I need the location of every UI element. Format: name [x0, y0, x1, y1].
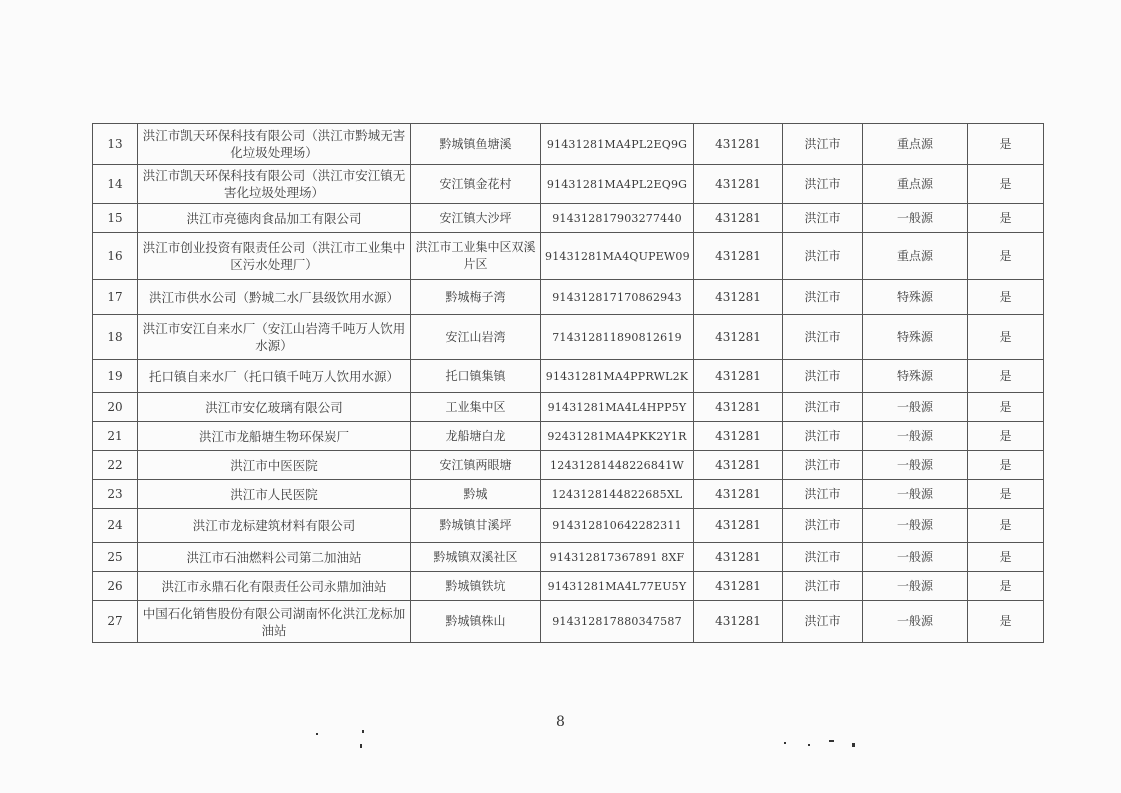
cell-city: 洪江市 [783, 315, 863, 360]
cell-region-code: 431281 [694, 165, 783, 204]
cell-company-name: 中国石化销售股份有限公司湖南怀化洪江龙标加油站 [138, 601, 411, 643]
cell-row-number: 15 [93, 204, 138, 233]
table-row [93, 601, 1044, 643]
cell-location: 安江山岩湾 [411, 315, 541, 360]
table-row [93, 480, 1044, 509]
cell-credit-code: 1243128144822685XL [541, 480, 694, 509]
cell-location: 黔城镇铁坑 [411, 572, 541, 601]
cell-source-category: 一般源 [863, 451, 968, 480]
cell-row-number: 24 [93, 509, 138, 543]
cell-company-name: 洪江市中医医院 [138, 451, 411, 480]
cell-location: 黔城镇株山 [411, 601, 541, 643]
page-number: 8 [556, 714, 565, 730]
cell-location: 黔城镇双溪社区 [411, 543, 541, 572]
cell-flag: 是 [968, 572, 1044, 601]
scan-speck [852, 743, 855, 747]
scan-speck [362, 730, 364, 733]
cell-credit-code: 914312817880347587 [541, 601, 694, 643]
cell-credit-code: 12431281448226841W [541, 451, 694, 480]
table-row [93, 422, 1044, 451]
cell-location: 黔城 [411, 480, 541, 509]
cell-row-number: 22 [93, 451, 138, 480]
cell-location: 安江镇大沙坪 [411, 204, 541, 233]
table-row [93, 315, 1044, 360]
cell-region-code: 431281 [694, 543, 783, 572]
cell-flag: 是 [968, 124, 1044, 165]
cell-flag: 是 [968, 451, 1044, 480]
cell-region-code: 431281 [694, 509, 783, 543]
cell-city: 洪江市 [783, 360, 863, 393]
cell-location: 洪江市工业集中区双溪片区 [411, 233, 541, 280]
cell-city: 洪江市 [783, 509, 863, 543]
cell-flag: 是 [968, 280, 1044, 315]
cell-city: 洪江市 [783, 280, 863, 315]
cell-credit-code: 92431281MA4PKK2Y1R [541, 422, 694, 451]
scan-speck [316, 733, 318, 735]
cell-credit-code: 914312817367891 8XF [541, 543, 694, 572]
cell-credit-code: 91431281MA4PPRWL2K [541, 360, 694, 393]
pollution-source-table [92, 123, 1044, 643]
cell-location: 黔城梅子湾 [411, 280, 541, 315]
cell-region-code: 431281 [694, 124, 783, 165]
cell-company-name: 洪江市龙船塘生物环保炭厂 [138, 422, 411, 451]
cell-credit-code: 914312817170862943 [541, 280, 694, 315]
cell-row-number: 21 [93, 422, 138, 451]
cell-row-number: 19 [93, 360, 138, 393]
cell-source-category: 一般源 [863, 601, 968, 643]
cell-region-code: 431281 [694, 315, 783, 360]
cell-credit-code: 91431281MA4L77EU5Y [541, 572, 694, 601]
cell-company-name: 洪江市安亿玻璃有限公司 [138, 393, 411, 422]
cell-city: 洪江市 [783, 543, 863, 572]
cell-city: 洪江市 [783, 124, 863, 165]
cell-city: 洪江市 [783, 233, 863, 280]
cell-source-category: 一般源 [863, 422, 968, 451]
cell-location: 黔城镇鱼塘溪 [411, 124, 541, 165]
scan-speck [360, 744, 362, 748]
cell-city: 洪江市 [783, 451, 863, 480]
table-body [93, 124, 1044, 643]
cell-row-number: 27 [93, 601, 138, 643]
table-row [93, 393, 1044, 422]
cell-region-code: 431281 [694, 280, 783, 315]
cell-company-name: 洪江市石油燃料公司第二加油站 [138, 543, 411, 572]
cell-company-name: 洪江市龙标建筑材料有限公司 [138, 509, 411, 543]
table-row [93, 124, 1044, 165]
table-row [93, 233, 1044, 280]
cell-source-category: 重点源 [863, 165, 968, 204]
cell-credit-code: 914312817903277440 [541, 204, 694, 233]
cell-region-code: 431281 [694, 451, 783, 480]
cell-region-code: 431281 [694, 422, 783, 451]
cell-city: 洪江市 [783, 572, 863, 601]
scan-speck [829, 740, 834, 742]
cell-location: 龙船塘白龙 [411, 422, 541, 451]
cell-company-name: 洪江市创业投资有限责任公司（洪江市工业集中区污水处理厂） [138, 233, 411, 280]
cell-source-category: 特殊源 [863, 315, 968, 360]
cell-flag: 是 [968, 315, 1044, 360]
cell-region-code: 431281 [694, 393, 783, 422]
cell-flag: 是 [968, 233, 1044, 280]
table-row [93, 280, 1044, 315]
cell-city: 洪江市 [783, 422, 863, 451]
cell-location: 安江镇金花村 [411, 165, 541, 204]
cell-flag: 是 [968, 480, 1044, 509]
cell-row-number: 26 [93, 572, 138, 601]
table-row [93, 543, 1044, 572]
cell-region-code: 431281 [694, 233, 783, 280]
cell-company-name: 洪江市人民医院 [138, 480, 411, 509]
cell-city: 洪江市 [783, 165, 863, 204]
cell-region-code: 431281 [694, 204, 783, 233]
cell-flag: 是 [968, 422, 1044, 451]
cell-company-name: 托口镇自来水厂（托口镇千吨万人饮用水源） [138, 360, 411, 393]
cell-location: 黔城镇甘溪坪 [411, 509, 541, 543]
cell-city: 洪江市 [783, 480, 863, 509]
cell-row-number: 20 [93, 393, 138, 422]
cell-row-number: 13 [93, 124, 138, 165]
scan-speck [808, 744, 810, 746]
cell-source-category: 一般源 [863, 572, 968, 601]
cell-company-name: 洪江市凯天环保科技有限公司（洪江市安江镇无害化垃圾处理场） [138, 165, 411, 204]
cell-row-number: 25 [93, 543, 138, 572]
cell-flag: 是 [968, 601, 1044, 643]
cell-flag: 是 [968, 543, 1044, 572]
cell-location: 工业集中区 [411, 393, 541, 422]
cell-city: 洪江市 [783, 601, 863, 643]
cell-company-name: 洪江市供水公司（黔城二水厂县级饮用水源） [138, 280, 411, 315]
cell-location: 托口镇集镇 [411, 360, 541, 393]
cell-row-number: 16 [93, 233, 138, 280]
cell-flag: 是 [968, 204, 1044, 233]
cell-credit-code: 91431281MA4QUPEW09 [541, 233, 694, 280]
cell-location: 安江镇两眼塘 [411, 451, 541, 480]
cell-source-category: 一般源 [863, 543, 968, 572]
cell-flag: 是 [968, 165, 1044, 204]
cell-credit-code: 914312810642282311 [541, 509, 694, 543]
cell-flag: 是 [968, 393, 1044, 422]
cell-city: 洪江市 [783, 204, 863, 233]
cell-credit-code: 91431281MA4PL2EQ9G [541, 165, 694, 204]
cell-source-category: 重点源 [863, 233, 968, 280]
table-row [93, 165, 1044, 204]
table-row [93, 451, 1044, 480]
cell-company-name: 洪江市永鼎石化有限责任公司永鼎加油站 [138, 572, 411, 601]
scan-speck [784, 742, 786, 744]
cell-credit-code: 714312811890812619 [541, 315, 694, 360]
table-row [93, 360, 1044, 393]
cell-region-code: 431281 [694, 601, 783, 643]
cell-row-number: 18 [93, 315, 138, 360]
cell-source-category: 一般源 [863, 204, 968, 233]
cell-row-number: 23 [93, 480, 138, 509]
table-row [93, 509, 1044, 543]
cell-source-category: 一般源 [863, 509, 968, 543]
cell-source-category: 一般源 [863, 393, 968, 422]
cell-source-category: 重点源 [863, 124, 968, 165]
cell-source-category: 特殊源 [863, 360, 968, 393]
cell-city: 洪江市 [783, 393, 863, 422]
cell-company-name: 洪江市凯天环保科技有限公司（洪江市黔城无害化垃圾处理场） [138, 124, 411, 165]
cell-region-code: 431281 [694, 480, 783, 509]
cell-credit-code: 91431281MA4PL2EQ9G [541, 124, 694, 165]
table-row [93, 572, 1044, 601]
cell-credit-code: 91431281MA4L4HPP5Y [541, 393, 694, 422]
cell-flag: 是 [968, 360, 1044, 393]
cell-flag: 是 [968, 509, 1044, 543]
cell-row-number: 14 [93, 165, 138, 204]
cell-company-name: 洪江市安江自来水厂（安江山岩湾千吨万人饮用水源） [138, 315, 411, 360]
table-row [93, 204, 1044, 233]
cell-source-category: 一般源 [863, 480, 968, 509]
cell-region-code: 431281 [694, 360, 783, 393]
cell-row-number: 17 [93, 280, 138, 315]
cell-source-category: 特殊源 [863, 280, 968, 315]
cell-region-code: 431281 [694, 572, 783, 601]
cell-company-name: 洪江市亮德肉食品加工有限公司 [138, 204, 411, 233]
